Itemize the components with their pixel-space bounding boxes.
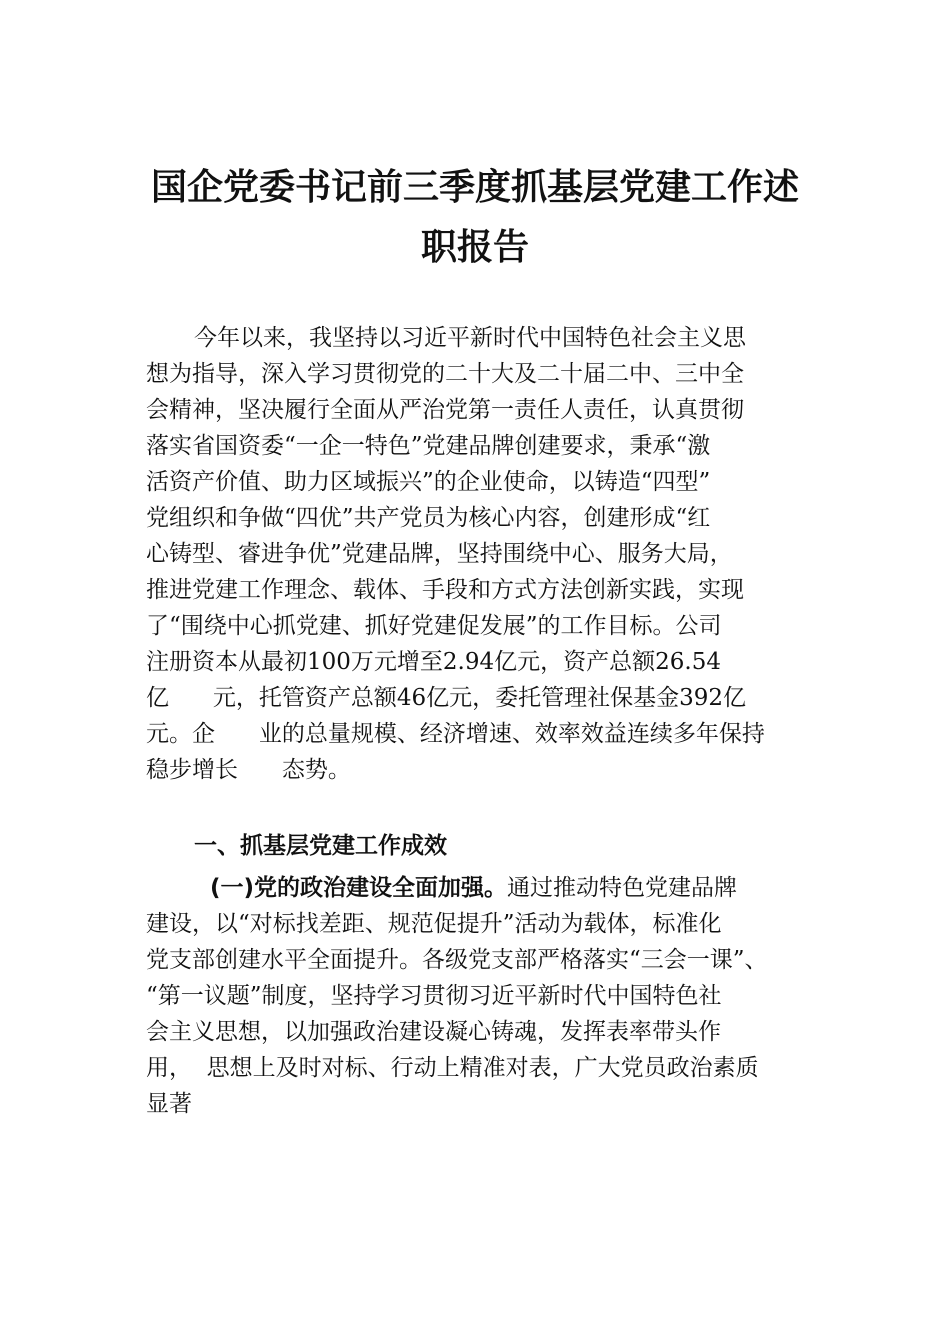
text-run: 通过推动特色党建品牌 — [507, 875, 738, 901]
text-line: 用， 思想上及时对标、行动上精准对表，广大党员政治素质 — [146, 1055, 759, 1081]
text-line: 了“围绕中心抓党建、抓好党建促发展”的工作目标。公司 — [146, 613, 722, 639]
subsection-lead: (一)党的政治建设全面加强。 — [210, 875, 508, 901]
document-title — [100, 158, 850, 278]
text-line: 稳步增长 态势。 — [146, 757, 351, 783]
text-line: 会主义思想，以加强政治建设凝心铸魂，发挥表率带头作 — [146, 1019, 721, 1045]
text-line: 党支部创建水平全面提升。各级党支部严格落实“三会一课”、 — [146, 947, 768, 973]
text-line — [210, 870, 737, 906]
section-heading-1: 一、抓基层党建工作成效 — [194, 833, 447, 859]
text-line: 注册资本从最初100万元增至2.94亿元，资产总额26.54 — [146, 649, 721, 675]
text-line: 元。企 业的总量规模、经济增速、效率效益连续多年保持 — [146, 721, 765, 747]
text-line: 今年以来，我坚持以习近平新时代中国特色社会主义思 — [194, 325, 746, 351]
text-line: 会精神，坚决履行全面从严治党第一责任人责任，认真贯彻 — [146, 397, 744, 423]
title-line-2: 职报告 — [420, 227, 529, 268]
text-line: 亿 元，托管资产总额46亿元，委托管理社保基金392亿 — [146, 685, 747, 711]
text-line: 党组织和争做“四优”共产党员为核心内容，创建形成“红 — [146, 505, 711, 531]
text-line: 落实省国资委“一企一特色”党建品牌创建要求，秉承“激 — [146, 433, 711, 459]
title-line-1: 国企党委书记前三季度抓基层党建工作述 — [150, 167, 799, 208]
text-line: 活资产价值、助力区域振兴”的企业使命，以铸造“四型” — [146, 469, 711, 495]
text-line: 显著 — [146, 1091, 192, 1117]
text-line: 心铸型、睿进争优”党建品牌，坚持围绕中心、服务大局， — [146, 541, 733, 567]
text-line: 建设，以“对标找差距、规范促提升”活动为载体，标准化 — [146, 911, 722, 937]
text-line: 推进党建工作理念、载体、手段和方式方法创新实践，实现 — [146, 577, 744, 603]
text-line: 想为指导，深入学习贯彻党的二十大及二十届二中、三中全 — [146, 361, 744, 387]
text-line: “第一议题”制度，坚持学习贯彻习近平新时代中国特色社 — [146, 983, 722, 1009]
